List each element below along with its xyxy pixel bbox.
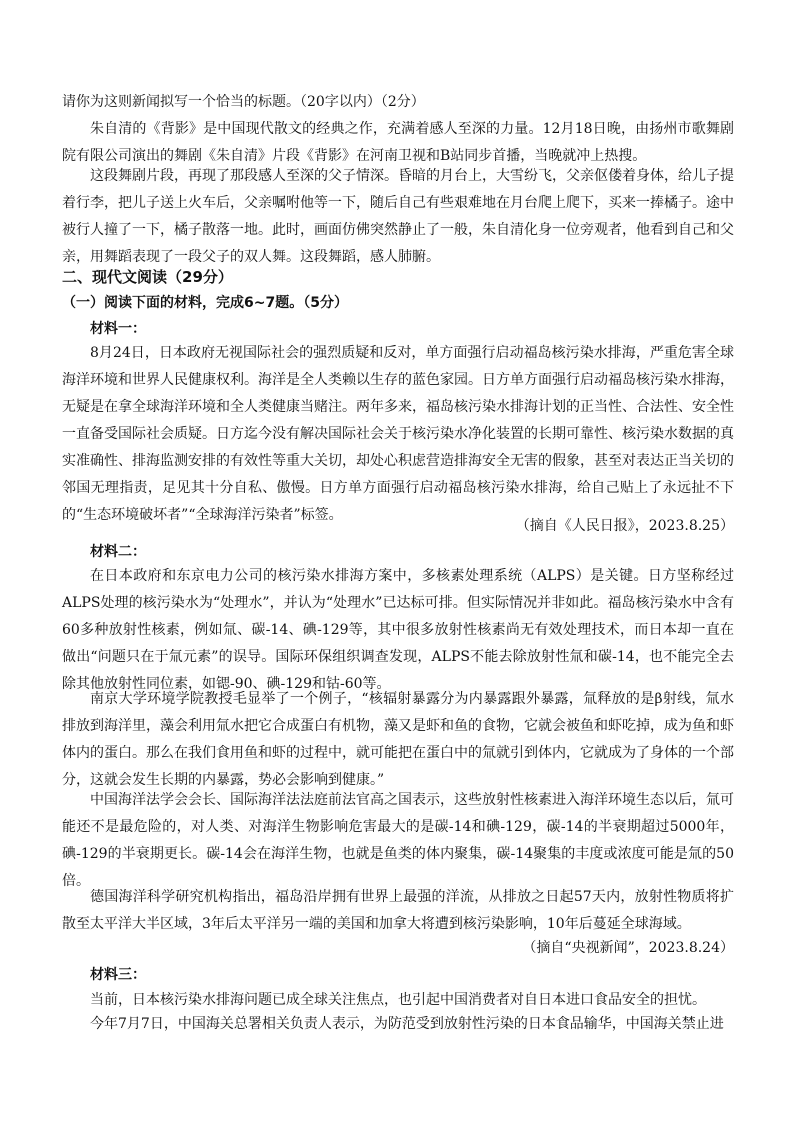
material-2-label: 材料二： xyxy=(90,544,146,560)
question-prompt: 请你为这则新闻拟写一个恰当的标题。（20字以内）（2分） xyxy=(62,94,425,110)
section-title: 二、现代文阅读（29分） xyxy=(62,268,233,286)
material-2-source: （摘自“央视新闻”，2023.8.24） xyxy=(522,940,734,956)
material-3-paragraph-1: 当前，日本核污染水排海问题已成全球关注焦点，也引起中国消费者对自日本进口食品安全的担忧。 xyxy=(90,992,706,1008)
material-2-paragraph-2: 南京大学环境学院教授毛显举了一个例子，“核辐射暴露分为内暴露跟外暴露，氚释放的是β射线，氚水排放到海洋里，藻会利用氚水把它合成蛋白有机物，藻又是虾和鱼的食物，它就会被鱼和虾吃掉，成为鱼和虾体内的蛋白。那么在我们食用鱼和虾的过程中，就可能把在蛋白中的氚就引到体内，它就成为了身体的一个部分，这就会发生长期的内暴露，势必会影响到健康。” xyxy=(62,691,734,788)
subsection-title: （一）阅读下面的材料，完成6~7题。（5分） xyxy=(62,295,348,311)
material-1-source: （摘自《人民日报》，2023.8.25） xyxy=(515,518,734,534)
material-2-paragraph-1: 在日本政府和东京电力公司的核污染水排海方案中，多核素处理系统（ALPS）是关键。日方坚称经过ALPS处理的核污染水为“处理水”，并认为“处理水”已达标可排。但实际情况并非如此。福岛核污染水中含有60多种放射性核素，例如氚、碳-14、碘-129等，其中很多放射性核素尚无有效处理技术，而日本却一直在做出“问题只在于氚元素”的误导。国际环保组织调查发现，ALPS不能去除放射性氚和碳-14，也不能完全去除其他放射性同位素，如锶-90、碘-129和钴-60等。 xyxy=(62,568,734,692)
news-paragraph-2: 这段舞剧片段，再现了那段感人至深的父子情深。昏暗的月台上，大雪纷飞，父亲伛偻着身体，给儿子提着行李，把儿子送上火车后，父亲嘱咐他等一下，随后自己有些艰难地在月台爬上爬下，买来一捧橘子。途中被行人撞了一下，橘子散落一地。此时，画面仿佛突然静止了一般，朱自清化身一位旁观者，他看到自己和父亲，用舞蹈表现了一段父子的双人舞。这段舞蹈，感人肺腑。 xyxy=(62,168,734,265)
material-3-label: 材料三： xyxy=(90,967,146,983)
material-2-paragraph-3: 中国海洋法学会会长、国际海洋法法庭前法官高之国表示，这些放射性核素进入海洋环境生态以后，氚可能还不是最危险的，对人类、对海洋生物影响危害最大的是碳-14和碘-129，碳-14的半衰期超过5000年，碘-129的半衰期更长。碳-14会在海洋生物，也就是鱼类的体内聚集，碳-14聚集的丰度或浓度可能是氚的50倍。 xyxy=(62,792,734,889)
material-1-label: 材料一： xyxy=(90,321,146,337)
news-paragraph-1: 朱自清的《背影》是中国现代散文的经典之作，充满着感人至深的力量。12月18日晚，由扬州市歌舞剧院有限公司演出的舞剧《朱自清》片段《背影》在河南卫视和B站同步首播，当晚就冲上热搜。 xyxy=(62,121,734,164)
material-2-paragraph-4: 德国海洋科学研究机构指出，福岛沿岸拥有世界上最强的洋流，从排放之日起57天内，放射性物质将扩散至太平洋大半区域，3年后太平洋另一端的美国和加拿大将遭到核污染影响，10年后蔓延全球海域。 xyxy=(62,889,734,932)
material-1-text: 8月24日，日本政府无视国际社会的强烈质疑和反对，单方面强行启动福岛核污染水排海，严重危害全球海洋环境和世界人民健康权利。海洋是全人类赖以生存的蓝色家园。日方单方面强行启动福岛核污染水排海，无疑是在拿全球海洋环境和全人类健康当赌注。两年多来，福岛核污染水排海计划的正当性、合法性、安全性一直备受国际社会质疑。日方迄今没有解决国际社会关于核污染水净化装置的长期可靠性、核污染水数据的真实准确性、排海监测安排的有效性等重大关切，却处心积虑营造排海安全无害的假象，甚至对表达正当关切的邻国无理指责，足见其十分自私、傲慢。日方单方面强行启动福岛核污染水排海，给自己贴上了永远扯不下的“生态环境破坏者”“全球海洋污染者”标签。 xyxy=(62,345,734,523)
material-3-paragraph-2: 今年7月7日，中国海关总署相关负责人表示，为防范受到放射性污染的日本食品输华，中国海关禁止进 xyxy=(90,1016,724,1032)
